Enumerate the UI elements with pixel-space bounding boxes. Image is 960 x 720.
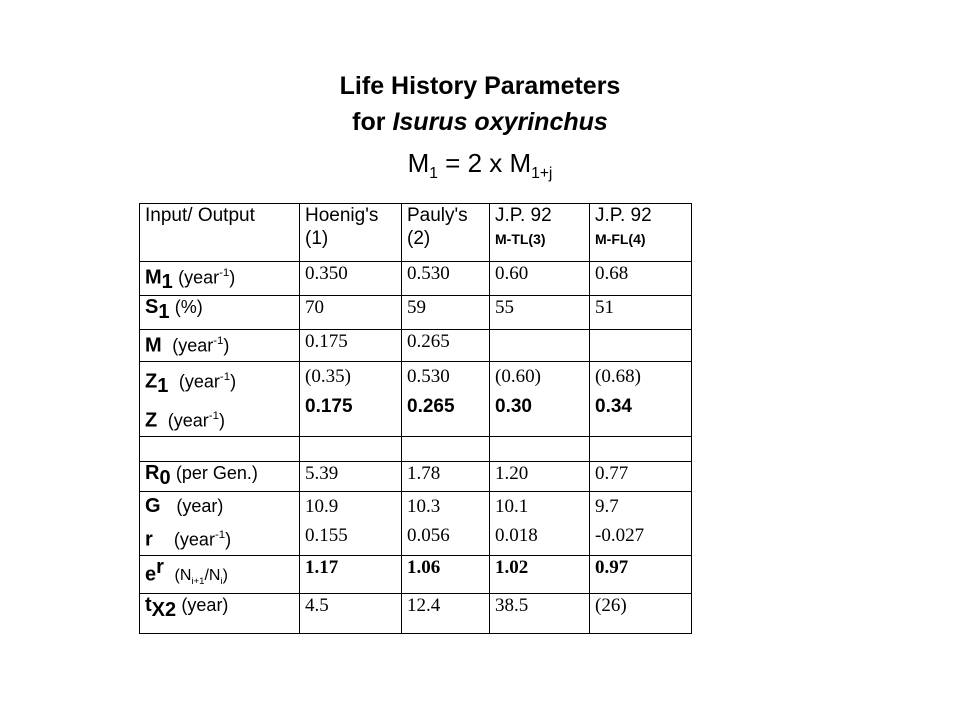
cell-s1-hoenig: 70 [300, 296, 402, 330]
cell-z-jp-fl: (0.68) 0.34 [590, 362, 692, 437]
header-jp92-fl: J.P. 92 M-FL(4) [590, 204, 692, 262]
header-input-output: Input/ Output [140, 204, 300, 262]
cell-m1-jp-tl: 0.60 [490, 262, 590, 296]
label-s1: $S_1$ (%) [140, 296, 300, 330]
cell-m-jp-tl [490, 330, 590, 362]
title-prefix: for [352, 108, 393, 136]
label-tx2: $t_{X2}$ (year) [140, 594, 300, 634]
label-g-r: G (year) r (year$^{-1}$) [140, 492, 300, 555]
cell-r0-jp-fl: 0.77 [590, 462, 692, 492]
cell-g-r-hoenig: 10.9 0.155 [300, 492, 402, 555]
cell-z-pauly: 0.530 0.265 [402, 362, 490, 437]
cell-er-jp-tl: 1.02 [490, 555, 590, 594]
cell-empty [140, 437, 300, 462]
cell-tx2-jp-tl: 38.5 [490, 594, 590, 634]
label-z: $Z_1$ (year$^{-1}$) Z (year$^{-1}$) [140, 362, 300, 437]
cell-m-pauly: 0.265 [402, 330, 490, 362]
label-m1: $M_1$ (year$^{-1}$) [140, 262, 300, 296]
parameters-table [139, 203, 692, 634]
title-line-2 [0, 108, 960, 137]
label-er: $e^r$ $(N_{i+1}/N_i)$ [140, 555, 300, 594]
cell-m1-pauly: 0.530 [402, 262, 490, 296]
cell-r0-jp-tl: 1.20 [490, 462, 590, 492]
cell-er-jp-fl: 0.97 [590, 555, 692, 594]
cell-tx2-pauly: 12.4 [402, 594, 490, 634]
cell-empty [490, 437, 590, 462]
cell-empty [300, 437, 402, 462]
row-m1 [140, 262, 692, 296]
row-s1 [140, 296, 692, 330]
row-g-r [140, 492, 692, 555]
cell-s1-jp-fl: 51 [590, 296, 692, 330]
title-line-1: Life History Parameters [339, 72, 621, 100]
cell-m-hoenig: 0.175 [300, 330, 402, 362]
label-r0: $R_0$ (per Gen.) [140, 462, 300, 492]
cell-g-r-jp-tl: 10.1 0.018 [490, 492, 590, 555]
header-jp92-tl: J.P. 92 M-TL(3) [490, 204, 590, 262]
header-hoenig: Hoenig's (1) [300, 204, 402, 262]
header-row [140, 204, 692, 262]
row-m [140, 330, 692, 362]
species-name: Isurus oxyrinchus [392, 108, 608, 136]
row-tx2 [140, 594, 692, 634]
cell-r0-hoenig: 5.39 [300, 462, 402, 492]
cell-tx2-hoenig: 4.5 [300, 594, 402, 634]
cell-m-jp-fl [590, 330, 692, 362]
cell-empty [402, 437, 490, 462]
cell-s1-pauly: 59 [402, 296, 490, 330]
cell-s1-jp-tl: 55 [490, 296, 590, 330]
cell-tx2-jp-fl: (26) [590, 594, 692, 634]
header-pauly: Pauly's (2) [402, 204, 490, 262]
cell-m1-jp-fl: 0.68 [590, 262, 692, 296]
cell-g-r-pauly: 10.3 0.056 [402, 492, 490, 555]
eq-mid: = 2 x M [437, 148, 532, 178]
cell-empty [590, 437, 692, 462]
cell-er-hoenig: 1.17 [300, 555, 402, 594]
row-z [140, 362, 692, 437]
title-equation [0, 148, 960, 183]
eq-m-sub: 1 [429, 165, 438, 183]
label-m: M (year$^{-1}$) [140, 330, 300, 362]
row-empty [140, 437, 692, 462]
cell-z-jp-tl: (0.60) 0.30 [490, 362, 590, 437]
cell-z-hoenig: (0.35) 0.175 [300, 362, 402, 437]
row-er [140, 555, 692, 594]
eq-m: M [407, 148, 430, 178]
cell-g-r-jp-fl: 9.7 -0.027 [590, 492, 692, 555]
cell-m1-hoenig: 0.350 [300, 262, 402, 296]
cell-er-pauly: 1.06 [402, 555, 490, 594]
cell-r0-pauly: 1.78 [402, 462, 490, 492]
eq-m-sub-2: 1+j [531, 165, 553, 183]
row-r0 [140, 462, 692, 492]
